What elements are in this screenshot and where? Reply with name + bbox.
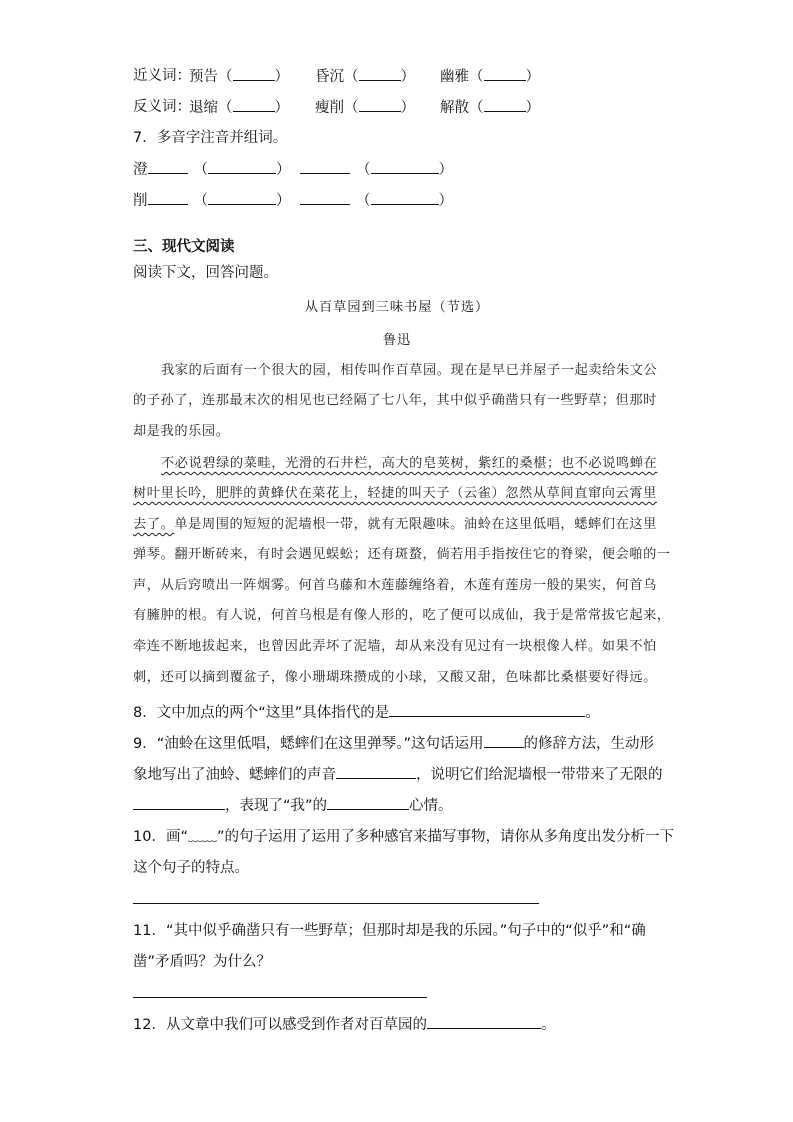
answer-blank[interactable] [133, 795, 225, 810]
answer-line[interactable] [133, 997, 427, 998]
question-8: 8．文中加点的两个“这里”具体指代的是 。 [133, 702, 600, 723]
polyphone-row-1: 澄 （ ） [133, 159, 291, 180]
antonym-item-3: 解散（ ） [440, 97, 540, 118]
answer-blank[interactable] [484, 97, 526, 112]
question-7: 7．多音字注音并组词。 [133, 130, 288, 146]
question-9-line-1: 9．“油蛉在这里低唱，蟋蟀们在这里弹琴。”这句话运用 的修辞方法，生动形 [133, 733, 654, 754]
passage-line [133, 513, 657, 532]
passage-line-wavy: 树叶里长吟，肥胖的黄蜂伏在菜花上，轻捷的叫天子（云雀）忽然从草间直窜向云霄里 [133, 486, 657, 501]
synonym-word: 昏沉 [315, 69, 344, 85]
answer-blank[interactable] [389, 702, 585, 717]
section-title: 三、现代文阅读 [133, 239, 235, 255]
answer-blank[interactable] [359, 66, 401, 81]
answer-blank[interactable] [484, 66, 526, 81]
synonym-word: 幽雅 [440, 69, 469, 85]
polyphone-row-2b: （ ） [300, 190, 453, 211]
question-9-line-2: 象地写出了油蛉、蟋蟀们的声音 ，说明它们给泥墙根一带带来了无限的 [133, 764, 663, 785]
passage-line: 的子孙了，连那最末次的相见也已经隔了七八年，其中似乎确凿只有一些野草；但那时 [133, 393, 657, 408]
answer-blank[interactable] [359, 97, 401, 112]
antonym-item-2: 瘦削（ ） [315, 97, 415, 118]
passage-line: 牵连不断地拔起来，也曾因此弄坏了泥墙，却从来没有见过有一块根像人样。如果不怕 [133, 639, 657, 654]
passage-line: 我家的后面有一个很大的园，相传叫作百草园。现在是早已并屋子一起卖给朱文公 [161, 363, 658, 378]
pinyin-blank[interactable] [148, 190, 188, 205]
passage-author: 鲁迅 [382, 333, 412, 348]
passage-line: 声，从后窍喷出一阵烟雾。何首乌藤和木莲藤缠络着，木莲有莲房一般的果实，何首乌 [133, 578, 657, 593]
antonym-label: 反义词： [133, 99, 191, 115]
polyphone-char: 削 [133, 193, 148, 209]
pinyin-blank[interactable] [300, 159, 350, 174]
word-blank[interactable] [208, 190, 276, 205]
answer-blank[interactable] [484, 733, 524, 748]
synonym-item-2: 昏沉（ ） [315, 66, 415, 87]
question-9-line-3: ，表现了“我”的 心情。 [133, 795, 453, 816]
question-11-line-1: 11．“其中似乎确凿只有一些野草；但那时却是我的乐园。”句子中的“似乎”和“确 [133, 923, 646, 939]
antonym-word: 退缩 [189, 100, 218, 116]
answer-blank[interactable] [427, 1014, 541, 1029]
passage-fragment: 单是周围的短短的泥墙根一带，就有无限趣味。油蛉在这里低唱，蟋蟀们在这里 [174, 517, 657, 532]
synonym-item-3: 幽雅（ ） [440, 66, 540, 87]
answer-blank[interactable] [233, 97, 275, 112]
antonym-item-1: 退缩（ ） [189, 97, 289, 118]
answer-blank[interactable] [327, 795, 409, 810]
passage-wavy-fragment: 去了。 [133, 517, 175, 532]
question-11-line-2: 凿”矛盾吗？为什么？ [133, 954, 272, 970]
question-12: 12．从文章中我们可以感受到作者对百草园的 。 [133, 1014, 555, 1035]
word-blank[interactable] [208, 159, 276, 174]
passage-line-wavy: 不必说碧绿的菜畦，光滑的石井栏，高大的皂荚树，紫红的桑椹；也不必说鸣蝉在 [161, 456, 658, 471]
word-blank[interactable] [371, 159, 439, 174]
answer-line[interactable] [133, 903, 539, 904]
pinyin-blank[interactable] [148, 159, 188, 174]
answer-blank[interactable] [233, 66, 275, 81]
synonym-item-1: 预告（ ） [189, 66, 289, 87]
question-10-line-2: 这个句子的特点。 [133, 860, 249, 876]
word-blank[interactable] [371, 190, 439, 205]
polyphone-row-2: 削 （ ） [133, 190, 291, 211]
antonym-word: 瘦削 [315, 100, 344, 116]
polyphone-row-1b: （ ） [300, 159, 453, 180]
passage-line: 却是我的乐园。 [133, 424, 230, 439]
antonym-word: 解散 [440, 100, 469, 116]
passage-line: 弹琴。翻开断砖来，有时会遇见蜈蚣；还有斑蝥，倘若用手指按住它的脊梁，便会啪的一 [133, 547, 671, 562]
synonym-word: 预告 [189, 69, 218, 85]
pinyin-blank[interactable] [300, 190, 350, 205]
synonym-label: 近义词： [133, 68, 191, 84]
passage-line: 刺，还可以摘到覆盆子，像小珊瑚珠攒成的小球，又酸又甜，色味都比桑椹要好得远。 [133, 670, 657, 685]
passage-title: 从百草园到三味书屋（节选） [304, 300, 490, 315]
question-10-line-1: 10．画“﹏﹏”的句子运用了运用了多种感官来描写事物，请你从多角度出发分析一下 [133, 829, 674, 845]
polyphone-char: 澄 [133, 162, 148, 178]
section-instruction: 阅读下文，回答问题。 [133, 265, 278, 281]
answer-blank[interactable] [336, 764, 416, 779]
passage-line: 有臃肿的根。有人说，何首乌根是有像人形的，吃了便可以成仙，我于是常常拔它起来， [133, 608, 671, 623]
